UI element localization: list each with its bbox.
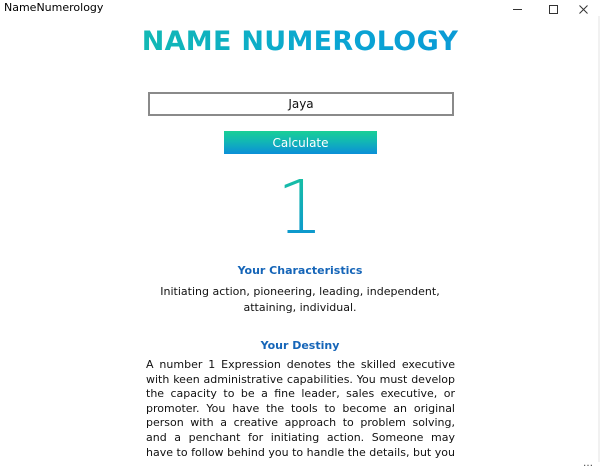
app-title: NameNumerology: [4, 1, 104, 14]
destiny-text: A number 1 Expression denotes the skilled executive with keen administrative capabilities. You must develop the capacity to be a fine leader, sales executive, or promoter. You have the tools to become an original person with a creative approach to problem solving, and a penchant for initiating action. Someone may have to follow behind you to handle the details, but you: [146, 358, 455, 459]
close-icon: [579, 5, 588, 14]
more-options-button[interactable]: …: [583, 458, 594, 469]
characteristics-text: Initiating action, pioneering, leading, independent, attaining, individual.: [160, 285, 440, 314]
destiny-title: Your Destiny: [260, 339, 340, 352]
maximize-icon: [549, 5, 558, 14]
close-button[interactable]: [566, 0, 600, 16]
minimize-icon: [513, 9, 522, 10]
calculate-button[interactable]: Calculate: [224, 131, 377, 154]
app-bar: [0, 458, 600, 472]
page-title: NAME NUMEROLOGY: [0, 22, 600, 62]
name-input[interactable]: [148, 92, 454, 116]
title-bar: [0, 0, 600, 16]
minimize-button[interactable]: [498, 0, 536, 16]
characteristics-title: Your Characteristics: [237, 264, 363, 277]
numerology-number: 1: [0, 168, 600, 248]
